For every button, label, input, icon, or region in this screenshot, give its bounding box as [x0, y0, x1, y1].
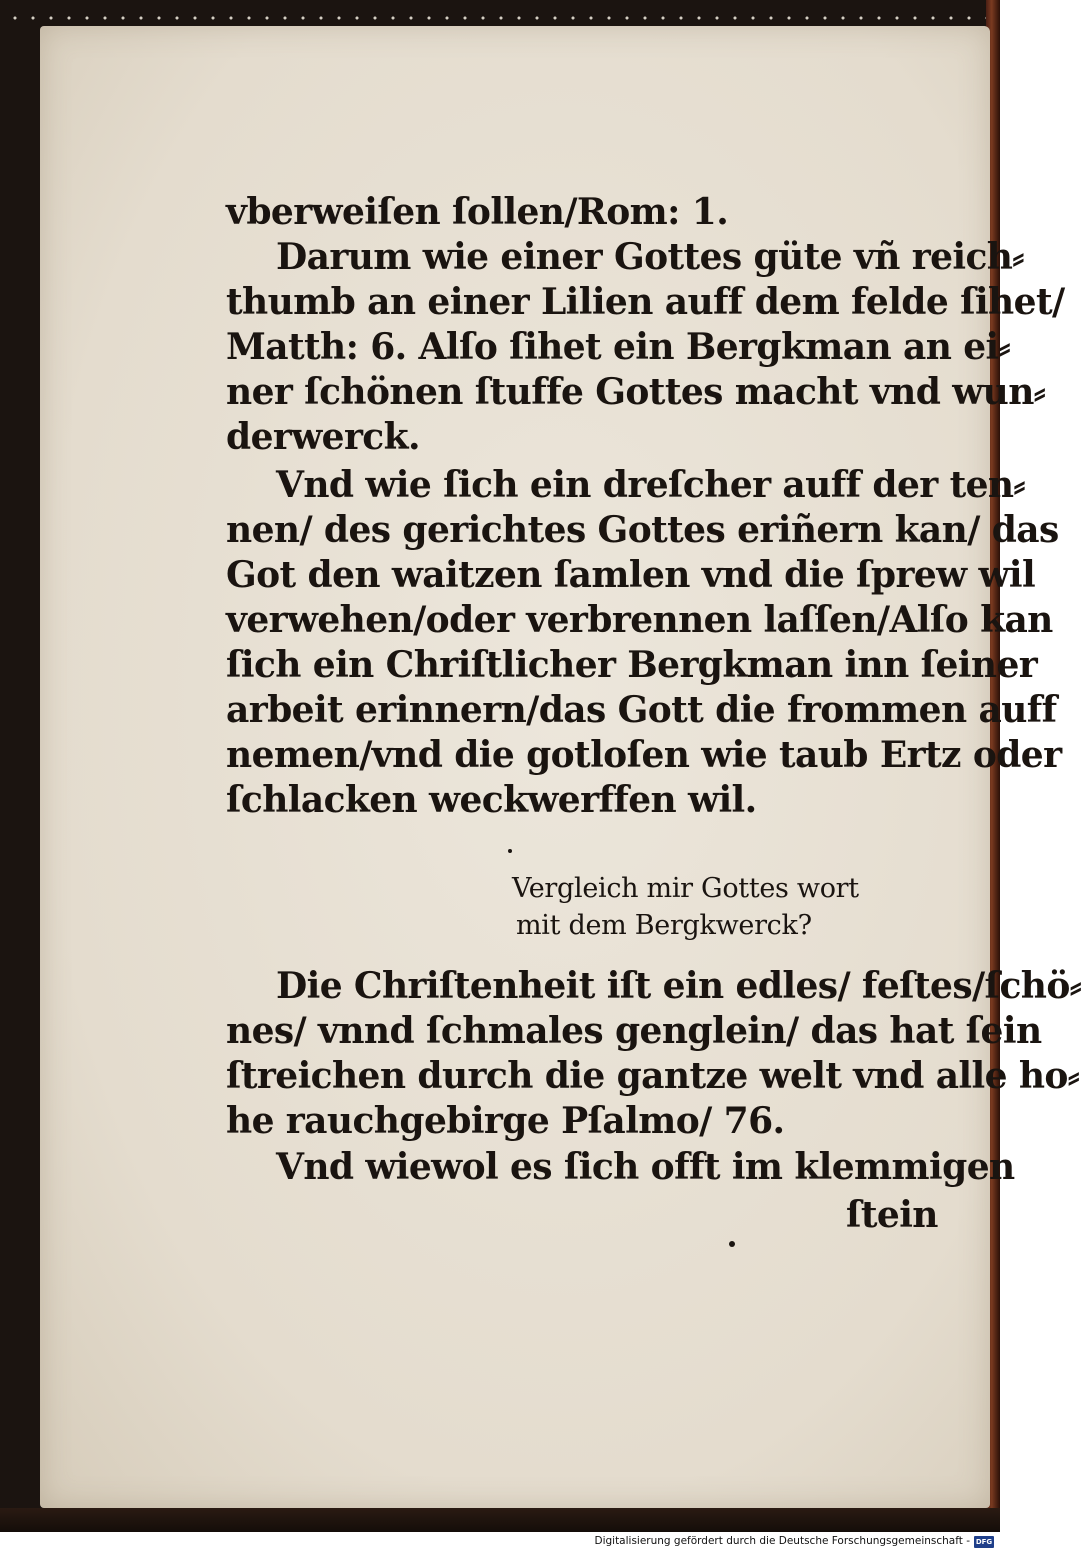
- text-line: nes/ vnnd ſchmales genglein/ das hat ſein: [226, 1010, 1042, 1052]
- side-note-line: Vergleich mir Gottes wort: [512, 873, 859, 904]
- text-line: derwerck.: [226, 416, 420, 458]
- text-line: verwehen/oder verbrennen laſſen/Alſo kan: [226, 599, 1053, 641]
- dfg-logo: DFG: [975, 1538, 993, 1546]
- text-line: Got den waitzen ſamlen vnd die ſprew wil: [226, 554, 1036, 596]
- text-line: arbeit erinnern/das Gott die frommen auff: [226, 689, 1057, 731]
- text-line: nemen/vnd die gotloſen wie taub Ertz oder: [226, 734, 1062, 776]
- top-edge-dots: [0, 0, 1000, 22]
- text-line: Matth: 6. Alſo ſihet ein Bergkman an ei⸗: [226, 326, 1011, 368]
- text-line: ner ſchönen ſtuffe Gottes macht vnd wun⸗: [226, 371, 1046, 413]
- text-line: vberweiſen ſollen/Rom: 1.: [226, 191, 729, 233]
- text-line: ſchlacken weckwerffen wil.: [226, 779, 757, 821]
- text-line: Darum wie einer Gottes güte vñ reich⸗: [276, 236, 1024, 278]
- text-line: nen/ des gerichtes Gottes eriñern kan/ das: [226, 509, 1059, 551]
- digitization-credit-bar: [0, 1532, 1000, 1553]
- text-line: Die Chriſtenheit iſt ein edles/ feſtes/ſchö⸗: [276, 965, 1081, 1007]
- book-edge-bottom: [0, 1508, 1000, 1532]
- text-line: Vnd wiewol es ſich offt im klemmigen: [276, 1146, 1015, 1188]
- side-note-line: mit dem Bergkwerck?: [516, 910, 812, 941]
- text-line: Vnd wie ſich ein dreſcher auff der ten⸗: [276, 464, 1025, 506]
- text-line: ſtreichen durch die gantze welt vnd alle ho⸗: [226, 1055, 1080, 1097]
- book-page: [40, 26, 1081, 1508]
- ink-speck: [508, 849, 512, 853]
- text-line: he rauchgebirge Pſalmo/ 76.: [226, 1100, 785, 1142]
- text-line: ſich ein Chriſtlicher Bergkman inn ſeiner: [226, 644, 1038, 686]
- catchword: ſtein: [846, 1194, 938, 1236]
- ink-speck: [729, 1241, 735, 1247]
- text-line: thumb an einer Lilien auff dem felde ſihet/: [226, 281, 1065, 323]
- credit-text: Digitalisierung gefördert durch die Deutsche Forschungsgemeinschaft -: [594, 1535, 970, 1547]
